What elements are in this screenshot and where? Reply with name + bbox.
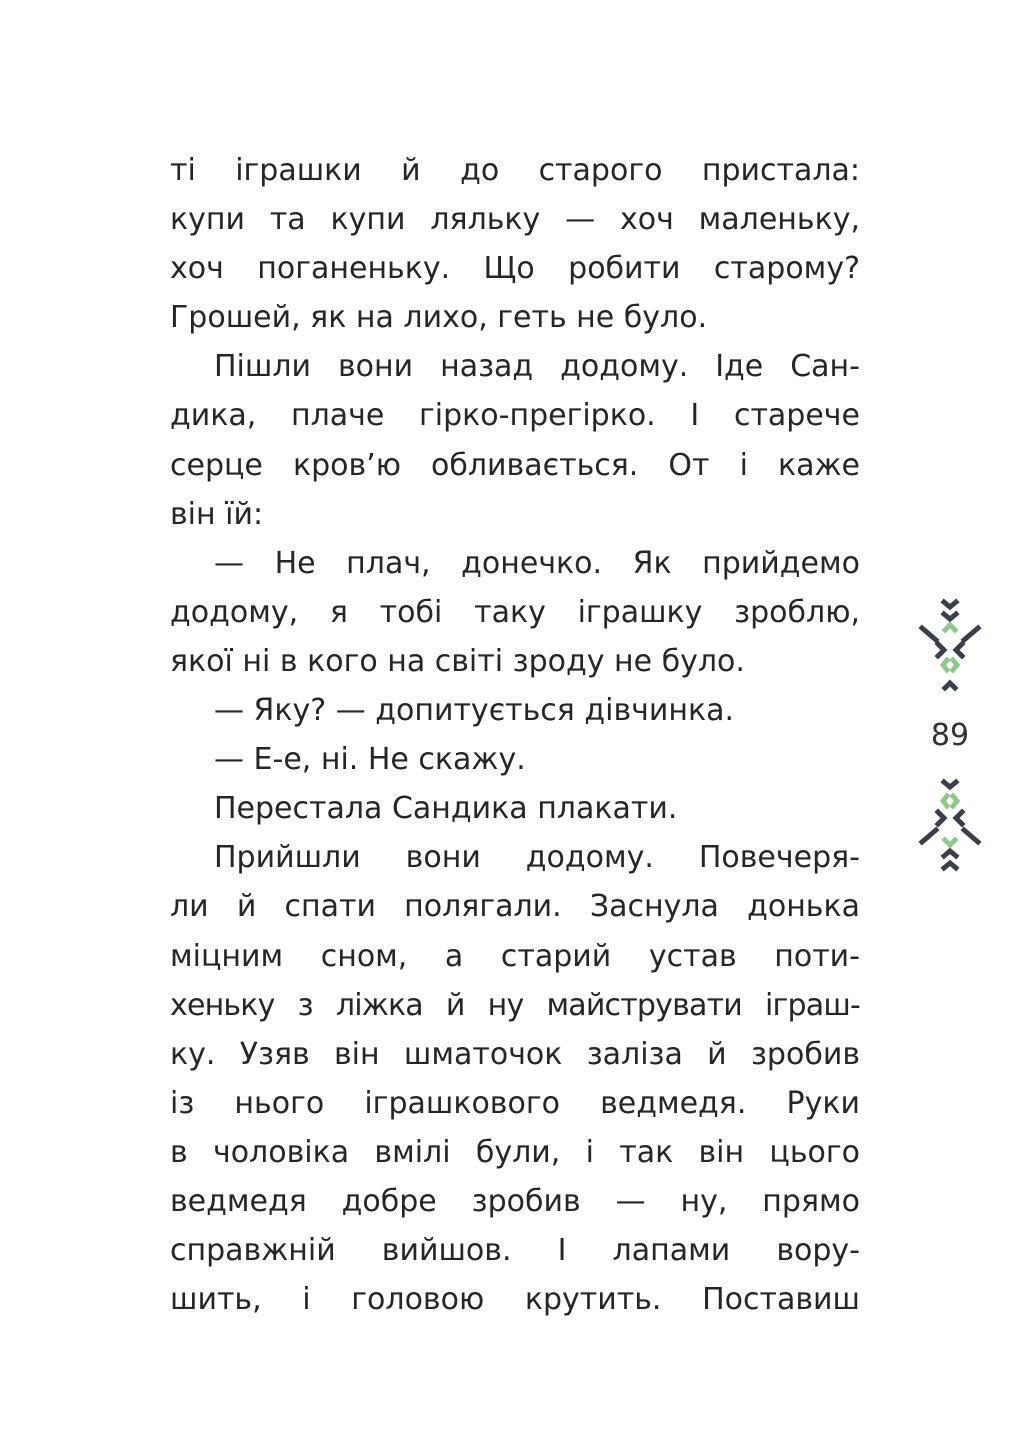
text-line: справжній вийшов. І лапами вору-: [170, 1233, 860, 1269]
text-line: із нього іграшкового ведмедя. Руки: [170, 1085, 860, 1121]
text-line: міцним сном, а старий устав поти-: [170, 938, 860, 974]
text-line: дика, плаче гірко-прегірко. І старече: [170, 398, 860, 434]
text-line: хоч поганеньку. Що робити старому?: [170, 251, 860, 287]
ornament-bottom-icon: [918, 778, 982, 874]
body-text: [170, 146, 860, 1324]
text-line: якої ні в кого на світі зроду не було.: [170, 643, 745, 679]
text-line: додому, я тобі таку іграшку зроблю,: [170, 594, 860, 630]
text-line: ті іграшки й до старого пристала:: [170, 153, 860, 188]
text-line: купи та купи ляльку — хоч маленьку,: [170, 202, 860, 238]
page-number: 89: [930, 718, 970, 753]
text-line: Перестала Сандика плакати.: [214, 791, 678, 827]
text-line: Грошей, як на лихо, геть не було.: [170, 300, 708, 336]
text-line: ведмедя добре зробив — ну, прямо: [170, 1183, 860, 1219]
text-line: він їй:: [170, 496, 264, 532]
text-line: хеньку з ліжка й ну майструвати іграш-: [170, 987, 860, 1023]
text-line: в чоловіка вмілі були, і так він цього: [170, 1134, 860, 1170]
text-line: — Яку? — допитується дівчинка.: [214, 693, 735, 729]
text-line: — Е-е, ні. Не скажу.: [214, 742, 526, 778]
text-line: ку. Узяв він шматочок заліза й зробив: [170, 1036, 860, 1072]
ornament-top-icon: [918, 596, 982, 692]
text-line: серце кров’ю обливається. От і каже: [170, 447, 860, 483]
text-line: ли й спати полягали. Заснула донька: [170, 889, 860, 925]
text-line: Прийшли вони додому. Повечеря-: [214, 840, 860, 876]
text-line: Пішли вони назад додому. Іде Сан-: [214, 349, 860, 385]
text-line: шить, і головою крутить. Поставиш: [170, 1282, 860, 1318]
text-line: — Не плач, донечко. Як прийдемо: [214, 545, 860, 581]
